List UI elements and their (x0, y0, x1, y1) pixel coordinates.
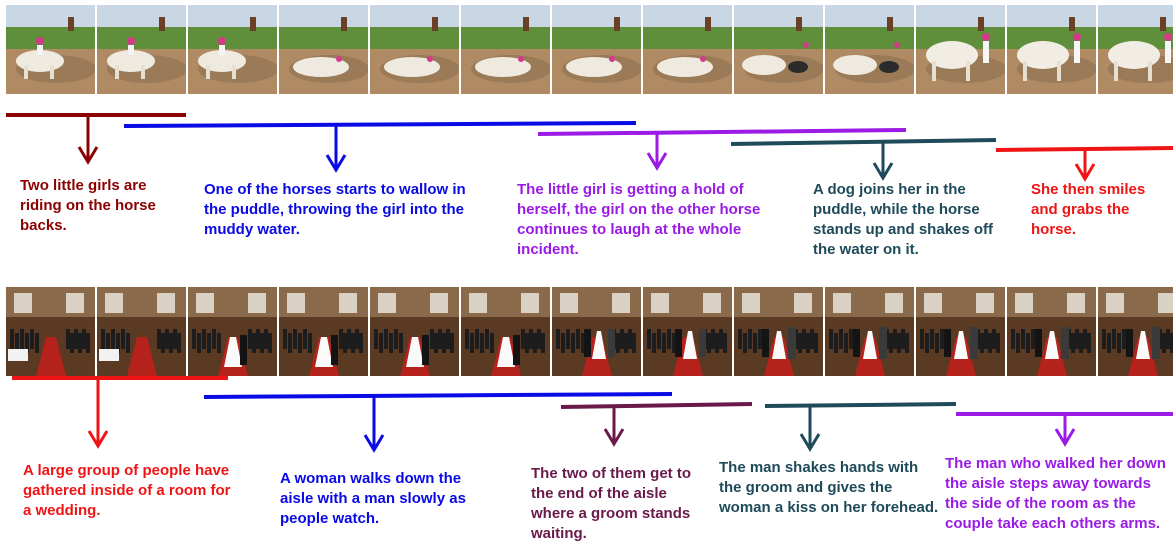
span-4-top (731, 140, 996, 178)
span-5-top (996, 148, 1173, 179)
span-1-top (6, 115, 186, 162)
span-2-bottom (204, 394, 672, 450)
span-3-bottom (561, 404, 752, 444)
bottom-caption-2: A woman walks down the aisle with a man slowly as people watch. (280, 470, 466, 527)
top-caption-4: A dog joins her in the puddle, while the horse stands up and shakes off the water on it. (813, 181, 994, 258)
bottom-caption-5: The man who walked her down the aisle steps away towards the side of the room as the couple take each others arms. (945, 455, 1166, 532)
span-5-bottom (956, 414, 1173, 444)
span-3-top (538, 130, 906, 168)
span-2-top (124, 123, 636, 170)
span-4-bottom (765, 404, 956, 449)
bottom-caption-3: The two of them get to the end of the aisle where a groom stands waiting. (531, 465, 691, 542)
top-caption-3: The little girl is getting a hold of herself, the girl on the other horse continues to laugh at the whole incident. (517, 181, 761, 258)
bottom-caption-4: The man shakes hands with the groom and gives the woman a kiss on her forehead. (719, 459, 939, 516)
span-1-bottom (12, 378, 228, 446)
top-caption-5: She then smiles and grabs the horse. (1031, 181, 1146, 238)
top-caption-2: One of the horses starts to wallow in the puddle, throwing the girl into the muddy water. (204, 181, 466, 238)
bottom-caption-1: A large group of people have gathered inside of a room for a wedding. (23, 462, 231, 519)
top-caption-1: Two little girls are riding on the horse backs. (20, 177, 156, 234)
